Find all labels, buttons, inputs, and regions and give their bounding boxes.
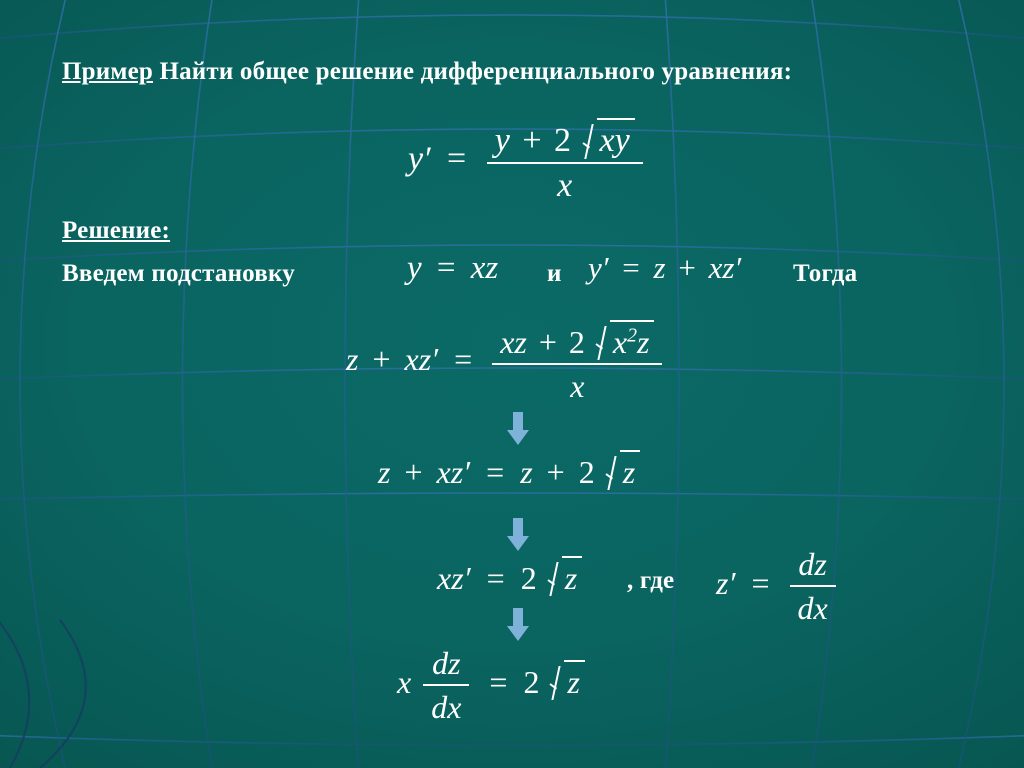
equation-2	[346, 320, 666, 405]
eq1-num-coeff: 2	[554, 122, 571, 159]
problem-label: Пример	[62, 58, 153, 85]
eq4-lhs: xz	[437, 560, 464, 596]
equation-3	[378, 450, 640, 491]
eq5-radicand: z	[564, 660, 584, 701]
eq2-radicand	[610, 320, 655, 361]
eq2-num-first: xz	[500, 324, 527, 360]
eq1-num-plus: +	[522, 122, 542, 159]
substitution-line	[62, 258, 295, 290]
arrow-step-1	[506, 412, 530, 446]
eq3-rhs-a: z	[520, 454, 533, 490]
sub1-equals: =	[436, 250, 456, 286]
eq5-fraction	[423, 645, 469, 726]
sub2-equals: =	[622, 250, 640, 285]
sub2-left-prime: ′	[601, 250, 609, 285]
eq2-lhs-a: z	[346, 340, 359, 377]
problem-statement	[62, 56, 962, 88]
conjunction-and	[547, 258, 562, 290]
sub2-left: y	[588, 250, 602, 285]
eq1-lhs-var: y	[408, 140, 424, 178]
eq1-equals: =	[447, 140, 467, 178]
equation-4	[437, 556, 582, 597]
equation-1	[408, 118, 647, 205]
substitution-text: Введем подстановку	[62, 260, 295, 287]
eq3-sqrt	[605, 450, 640, 491]
eq5-denominator: dx	[423, 684, 469, 726]
substitution-2	[588, 250, 741, 286]
sub1-left: y	[407, 250, 422, 286]
eq4-radicand: z	[562, 556, 582, 597]
eq5-sqrt	[549, 660, 584, 701]
eq1-radicand: xy	[597, 118, 635, 160]
substitution-1	[407, 250, 498, 287]
eq3-radicand: z	[620, 450, 640, 491]
eq1-lhs-prime: ′	[423, 140, 431, 178]
eq1-denominator: x	[487, 162, 643, 205]
eq5-lhs-var: x	[397, 663, 412, 700]
eq4w-numerator: dz	[798, 546, 827, 582]
eq3-lhs-a: z	[378, 454, 391, 490]
eq3-lhs-plus: +	[404, 454, 423, 490]
sub2-plus: +	[678, 250, 696, 285]
sub2-term2-prime: ′	[734, 250, 742, 285]
eq2-fraction	[492, 320, 662, 405]
eq4w-fraction	[790, 546, 836, 627]
eq2-radicand-tail: z	[637, 324, 650, 360]
eq5-equals: =	[489, 663, 508, 700]
eq1-num-first: y	[494, 122, 510, 159]
eq1-sqrt	[582, 118, 635, 160]
eq4w-lhs: z	[716, 564, 729, 601]
eq4-sqrt	[547, 556, 582, 597]
eq2-sqrt	[595, 320, 655, 361]
then-word: Тогда	[793, 260, 858, 287]
eq3-rhs-plus: +	[546, 454, 565, 490]
eq2-numerator	[492, 320, 662, 363]
eq3-lhs-b: xz	[436, 454, 464, 490]
eq4-lhs-prime: ′	[463, 560, 471, 596]
equation-5	[397, 645, 585, 726]
problem-text: Найти общее решение дифференциального уравнения:	[159, 58, 793, 85]
solution-label	[62, 215, 170, 247]
eq5-numerator: dz	[432, 645, 461, 681]
eq2-lhs-b: xz	[404, 340, 432, 377]
eq1-fraction	[487, 118, 643, 205]
then-word-wrap	[793, 258, 857, 290]
eq2-lhs-plus: +	[372, 340, 391, 377]
eq2-lhs-prime: ′	[431, 340, 439, 377]
where-word: , где	[627, 567, 675, 594]
eq3-lhs-prime: ′	[463, 454, 471, 490]
eq4w-equals: =	[751, 564, 770, 601]
eq2-num-coeff: 2	[568, 324, 585, 360]
eq2-equals: =	[454, 340, 473, 377]
eq4w-denominator: dx	[790, 585, 836, 627]
eq2-num-plus: +	[538, 324, 557, 360]
eq4-coeff: 2	[520, 560, 537, 596]
eq4-equals: =	[486, 560, 505, 596]
where-word-wrap	[627, 565, 674, 597]
arrow-step-3	[506, 608, 530, 642]
sub2-term1: z	[653, 250, 666, 285]
solution-label-text: Решение:	[62, 217, 171, 244]
eq5-coeff: 2	[523, 663, 540, 700]
arrow-step-2	[506, 518, 530, 552]
eq1-numerator	[487, 118, 643, 162]
and-word: и	[547, 260, 562, 287]
eq3-rhs-coeff: 2	[578, 454, 595, 490]
eq3-equals: =	[486, 454, 505, 490]
eq2-radicand-exponent: 2	[627, 324, 638, 347]
eq2-radicand-base: x	[612, 324, 628, 360]
sub1-right: xz	[470, 250, 499, 286]
sub2-term2: xz	[708, 250, 735, 285]
equation-4-where	[716, 546, 840, 627]
eq2-denominator: x	[492, 363, 662, 405]
eq4w-lhs-prime: ′	[728, 564, 736, 601]
